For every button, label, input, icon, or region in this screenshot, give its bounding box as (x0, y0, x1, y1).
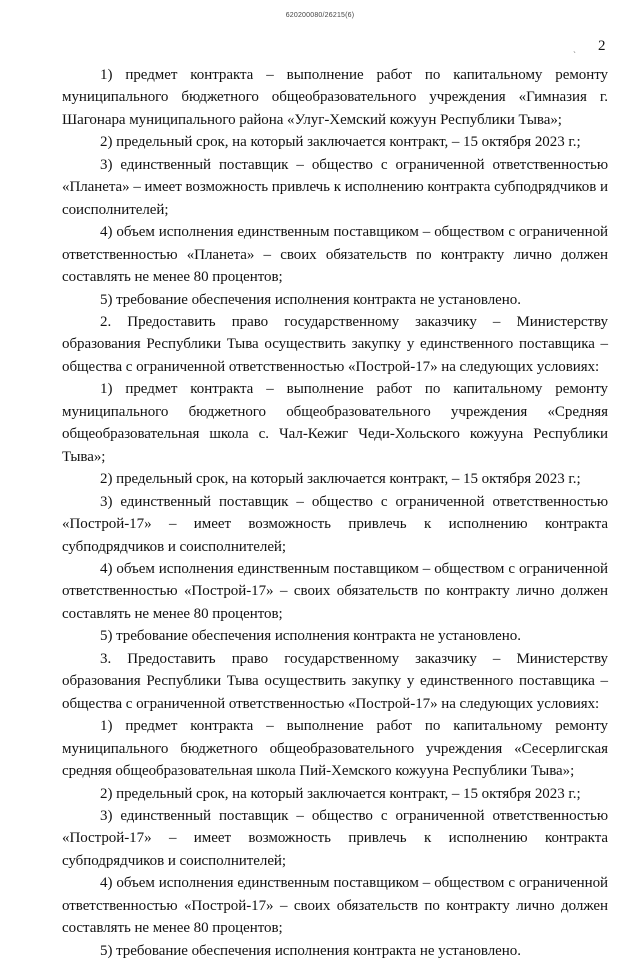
paragraph-3-2-deadline: 2) предельный срок, на который заключается контракт, – 15 октября 2023 г.; (100, 785, 581, 802)
paragraph-1-5-security: 5) требование обеспечения исполнения контракта не установлено. (100, 291, 521, 308)
paragraph-2-1-subject: 1) предмет контракта – выполнение работ по капитальному ремонту муниципального бюджетного общеобразовательного учреждения «Средняя общеобразовательная школа с. Чал-Кежиг Чеди-Хольского кожууна Республики Тыва»; (62, 381, 608, 465)
paragraph-3-4-volume: 4) объем исполнения единственным поставщиком – обществом с ограниченной ответственностью «Построй-17» – своих обязательств по контракту лично должен составлять не менее 80 процентов; (62, 875, 608, 937)
paragraph-3-3-supplier: 3) единственный поставщик – общество с ограниченной ответственностью «Построй-17» – имеет возможность привлечь к исполнению контракта субподрядчиков и соисполнителей; (62, 807, 608, 869)
document-id: 620200080/26215(6) (285, 12, 355, 19)
paragraph-2-3-supplier: 3) единственный поставщик – общество с ограниченной ответственностью «Построй-17» – имеет возможность привлечь к исполнению контракта субподрядчиков и соисполнителей; (62, 493, 608, 555)
clause-3: 3. Предоставить право государственному заказчику – Министерству образования Республики Тыва осуществить закупку у единственного поставщика – общества с ограниченной ответственностью «Построй-17» на следующих условиях: (62, 650, 608, 712)
paragraph-1-3-supplier: 3) единственный поставщик – общество с ограниченной ответственностью «Планета» – имеет возможность привлечь к исполнению контракта субподрядчиков и соисполнителей; (62, 156, 608, 218)
paragraph-2-4-volume: 4) объем исполнения единственным поставщиком – обществом с ограниченной ответственностью «Построй-17» – своих обязательств по контракту лично должен составлять не менее 80 процентов; (62, 560, 608, 622)
paragraph-3-5-security: 5) требование обеспечения исполнения контракта не установлено. (100, 942, 521, 959)
page-number: 2 (598, 38, 606, 54)
clause-2: 2. Предоставить право государственному заказчику – Министерству образования Республики Тыва осуществить закупку у единственного поставщика – общества с ограниченной ответственностью «Построй-17» на следующих условиях: (62, 313, 608, 375)
paragraph-1-4-volume: 4) объем исполнения единственным поставщиком – обществом с ограниченной ответственностью «Планета» – своих обязательств по контракту лично должен составлять не менее 80 процентов; (62, 224, 608, 286)
paragraph-1-2-deadline: 2) предельный срок, на который заключается контракт, – 15 октября 2023 г.; (100, 134, 581, 151)
paragraph-1-1-subject: 1) предмет контракта – выполнение работ по капитальному ремонту муниципального бюджетного общеобразовательного учреждения «Гимназия г. Шагонара муниципального района «Улуг-Хемский кожуун Республики Тыва»; (62, 67, 608, 128)
document-body (62, 64, 608, 962)
paragraph-3-1-subject: 1) предмет контракта – выполнение работ по капитальному ремонту муниципального бюджетного общеобразовательного учреждения «Сесерлигская средняя общеобразовательная школа Пий-Хемского кожууна Республики Тыва»; (62, 718, 608, 780)
paragraph-2-2-deadline: 2) предельный срок, на который заключается контракт, – 15 октября 2023 г.; (100, 471, 581, 488)
paragraph-2-5-security: 5) требование обеспечения исполнения контракта не установлено. (100, 628, 521, 645)
scan-mark: ˎ (573, 43, 576, 53)
